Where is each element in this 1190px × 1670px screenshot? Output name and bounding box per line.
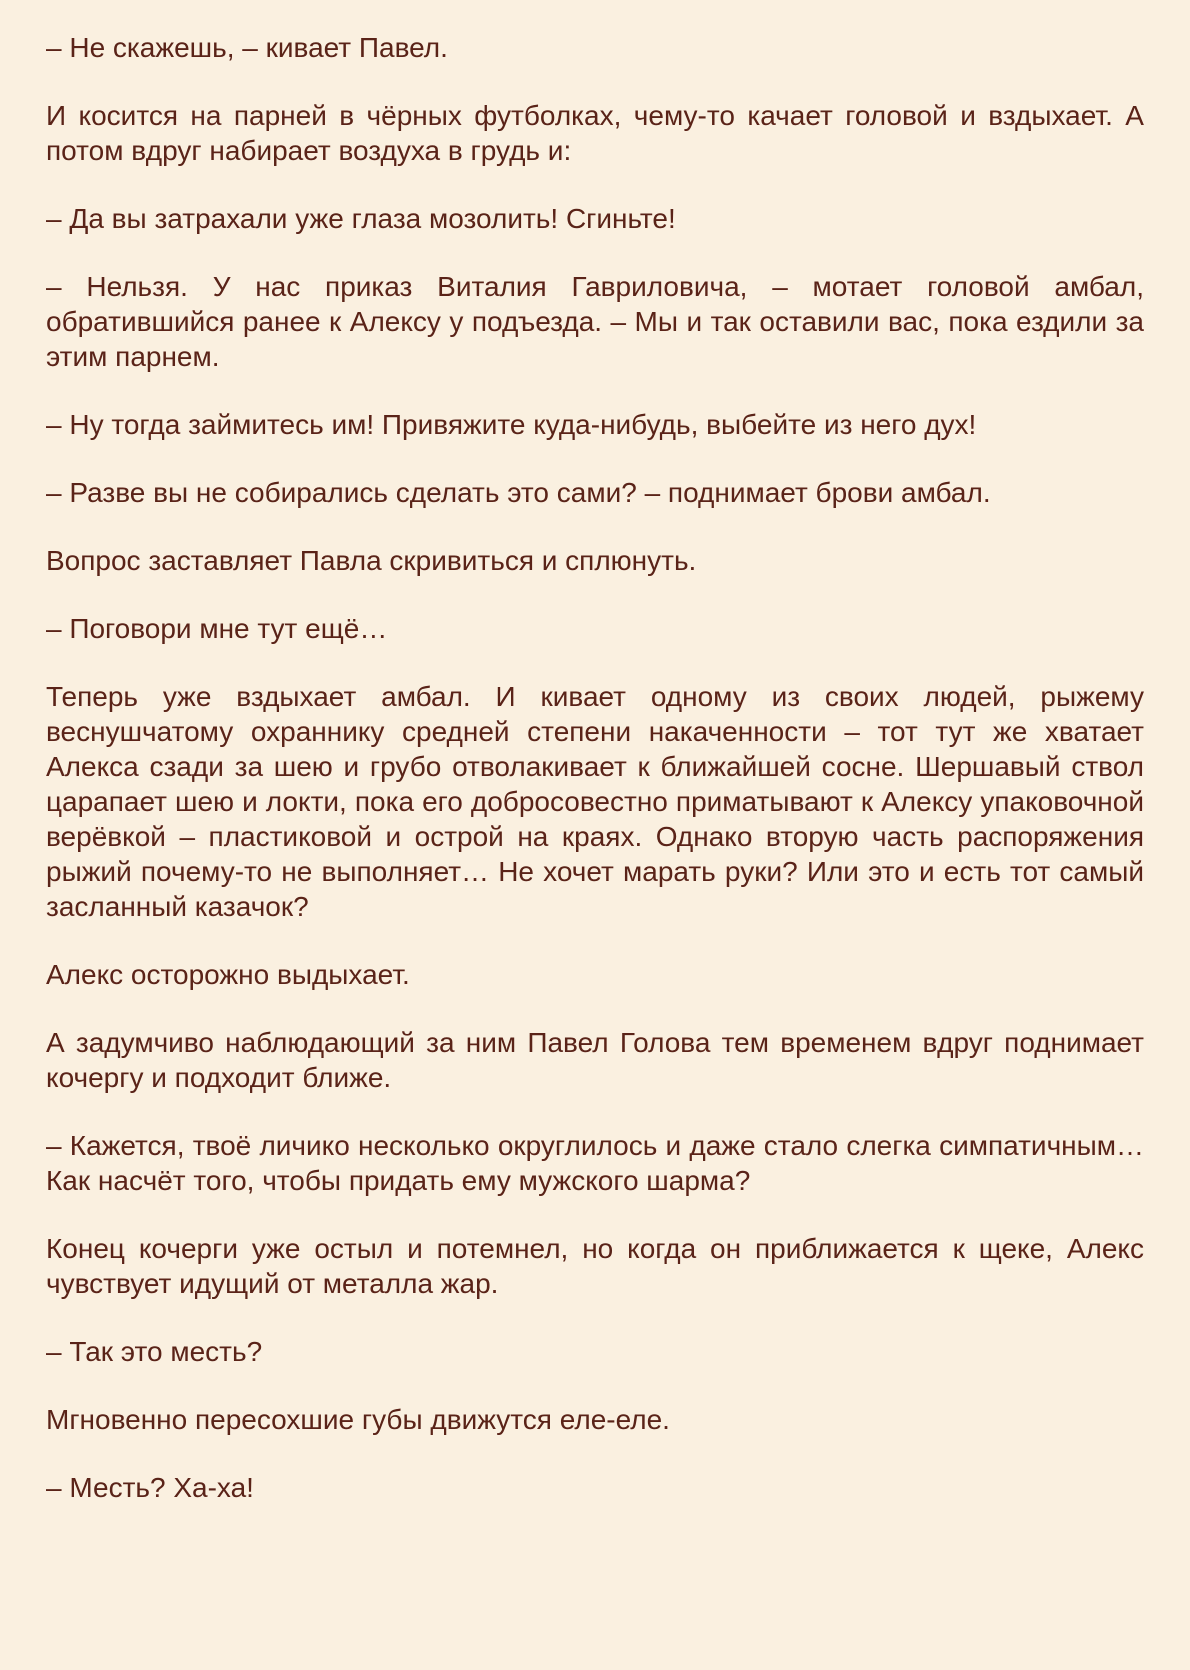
paragraph-12: – Кажется, твоё личико несколько округлилось и даже стало слегка симпатичным… Как насчёт того, чтобы придать ему мужского шарма? [46, 1130, 1144, 1196]
paragraph-2: И косится на парней в чёрных футболках, чему-то качает головой и вздыхает. А потом вдруг набирает воздуха в грудь и: [46, 100, 1144, 166]
paragraph-3: – Да вы затрахали уже глаза мозолить! Сгиньте! [46, 203, 676, 234]
paragraph-1: – Не скажешь, – кивает Павел. [46, 32, 448, 63]
paragraph-6: – Разве вы не собирались сделать это сами? – поднимает брови амбал. [46, 477, 991, 508]
paragraph-11: А задумчиво наблюдающий за ним Павел Голова тем временем вдруг поднимает кочергу и подходит ближе. [46, 1027, 1144, 1093]
paragraph-7: Вопрос заставляет Павла скривиться и сплюнуть. [46, 545, 697, 576]
paragraph-5: – Ну тогда займитесь им! Привяжите куда-нибудь, выбейте из него дух! [46, 409, 977, 440]
paragraph-16: – Месть? Ха-ха! [46, 1472, 254, 1503]
paragraph-10: Алекс осторожно выдыхает. [46, 959, 410, 990]
paragraph-13: Конец кочерги уже остыл и потемнел, но когда он приближается к щеке, Алекс чувствует идущий от металла жар. [46, 1233, 1144, 1299]
paragraph-8: – Поговори мне тут ещё… [46, 613, 388, 644]
paragraph-15: Мгновенно пересохшие губы движутся еле-еле. [46, 1404, 670, 1435]
paragraph-9: Теперь уже вздыхает амбал. И кивает одному из своих людей, рыжему веснушчатому охраннику средней степени накаченности – тот тут же хватает Алекса сзади за шею и грубо отволакивает к ближайшей сосне. Шершавый ствол царапает шею и локти, пока его добросовестно приматывают к Алексу упаковочной верёвкой – пластиковой и острой на краях. Однако вторую часть распоряжения рыжий почему-то не выполняет… Не хочет марать руки? Или это и есть тот самый засланный казачок? [46, 681, 1144, 922]
paragraph-4: – Нельзя. У нас приказ Виталия Гавриловича, – мотает головой амбал, обратившийся ранее к Алексу у подъезда. – Мы и так оставили вас, пока ездили за этим парнем. [46, 271, 1144, 372]
paragraph-14: – Так это месть? [46, 1336, 263, 1367]
